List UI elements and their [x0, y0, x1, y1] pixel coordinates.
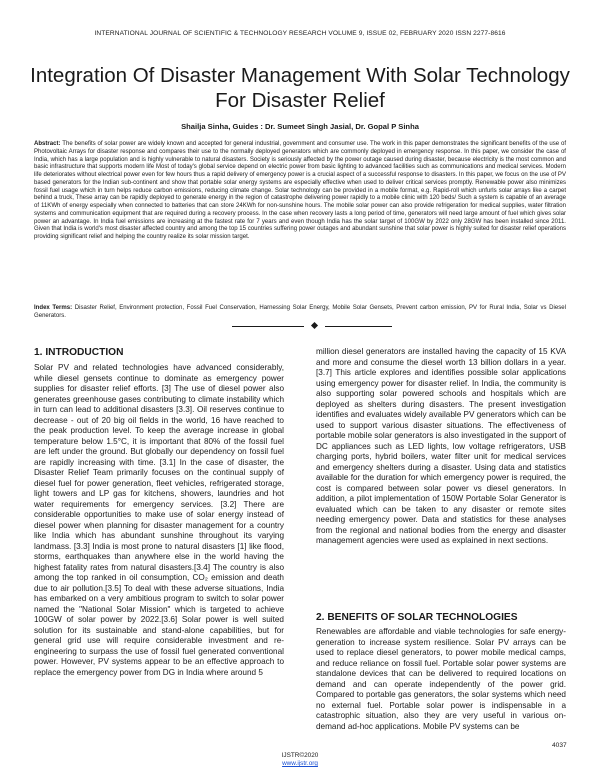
abstract-text: The benefits of solar power are widely known and accepted for general industrial, government and consumer use. The work in this paper demonstrates the significant benefits of the use of Photovoltaic Arrays for disaster response and compares their use to the normally deployed generators which are commonly deployed in emergency response. In this paper, we consider the case of India, which has a large population and is highly vulnerable to natural disasters. Society is seriously affected by the power outage caused during disaster, because electricity is the most common and basic infrastructure that supports modern life Most of today's global service depend on electric power from basic lighting to advanced facilities such as communications and medical services. Modern life deteriorates without electrical power even for few hours thus a rapid delivery of emergency power is a crucial aspect of a successful response to disasters. In this paper, we focus on the use of PV based generators for the Indian sub-continent and show that portable solar energy systems are especially effective when used to deliver critical services promptly. Renewable power also minimizes fossil fuel usage which in turn helps reduce carbon emissions, reducing climate change. Solar technology can be provided in a mobile format, e.g. Rapid-roll which unfurls solar arrays like a carpet behind a truck, These array can be rapidly deployed to generate energy in the region of catastrophe delivering power rapidly to a mobile clinic with 120 beds/ Such a system is capable of an average of 11KWh of energy especially when connected to batteries that can store 24KWh for non-sunshine hours. The mobile solar power can also provide refrigeration for medical supplies, water filtration systems and communication equipment that are required during a recovery process. In the case when recovery lasts a long period of time, generators will need large amount of fuel which gives solar power an advantage. In India fuel emissions are increasing at the fastest rate for 7 years and even though India has the solar target of 100GW by 2022 only 28GW has been installed since 2011. Given that India is world's most disaster affected country and among the top 15 countries suffering power outages and abundant sunshine that solar power is highly suited for disaster relief operations providing significant relief and helping the country realize its solar mission target.	[34, 141, 566, 240]
footer-website-link[interactable]: www.ijstr.org	[282, 760, 318, 767]
abstract-label: Abstract:	[34, 141, 61, 147]
paper-title: Integration Of Disaster Management With Solar Technology For Disaster Relief	[30, 64, 570, 112]
section-divider	[232, 322, 392, 330]
section-heading-introduction: 1. INTRODUCTION	[34, 347, 124, 358]
page-footer	[0, 752, 600, 768]
introduction-text-left: Solar PV and related technologies have advanced considerably, while diesel gensets continue to dominate as emergency power supplies for disaster relief efforts. [3] The use of diesel power also generates greenhouse gases contributing to climate instability which in turn can lead to additional disasters [3.3]. Oil reserves continue to decrease - out of 20 big oil fields in the world, 16 have reached to the peak production level. To keep the average increase in global temperature below 1.5°C, it is important that 80% of the fossil fuel are left under the ground. But globally our dependency on fossil fuel are rapidly increasing with time. [3.1] In the case of disaster, the Disaster Relief Team primarily focuses on the continual supply of diesel fuel for power generation, fleet vehicles, refrigerated storage, light towers and LP gas for kitchens, showers, laundries and hot water requirements for emergency services. [3.2] There are considerable opportunities to make use of solar energy instead of diesel power when planning for disaster management for a country like India which has abundant sunshine throughout its varying landmass. [3.3] India is most prone to natural disasters [1] like flood, storms, earthquakes than anywhere else in the world having the highest fatality rates from natural disasters.[3.4] The country is also among the top ranked in oil consumption, CO₂ emission and death due to air pollution.[3.5] To deal with these adverse situations, India has embarked on a very ambitious program to switch to solar power named the "National Solar Mission" which is targeted to achieve 100GW of solar power by 2022.[3.6] Solar power is well suited solution for its sustainable and stand-alone capabilities, but for general grid use will require considerable investment and re-engineering to surpass the use of fossil fuel generated conventional power. However, PV systems appear to be an effective approach to replace the emergency power from DG in India where around 5	[34, 363, 284, 677]
abstract	[34, 141, 566, 242]
introduction-text-right: million diesel generators are installed having the capacity of 15 KVA and more and consume the diesel worth 13 billion dollars in a year. [3.7] This article explores and identifies possible solar applications using emergency power for disaster relief. In India, the community is also supporting solar powered schools and hospitals which are deployed as shelters during disasters. The present investigation identifies and evaluates widely available PV generators which can be used to support various disaster situations. The effectiveness of portable mobile solar generators is also investigated in the support of DC appliances such as LED lights, low voltage refrigerators, USB charging ports, hybrid boilers, water filter unit for medical services and emergency shelters during a disaster. Using data and statistics available for the duration for which emergency power is required, the cost is compared between solar power vs diesel generators. In addition, a pilot implementation of 150W Portable Solar Generator is evaluated which can be taken to any disaster or remote sites needing emergency power. Data and statistics for these analyses from the regional and national bodies from the energy and disaster management agencies were used as explained in next sections.	[316, 347, 566, 545]
benefits-text: Renewables are affordable and viable technologies for safe energy-generation to increase system resilience. Solar PV arrays can be used to replace diesel generators, to power mobile medical camps, and reduce reliance on fossil fuel. Portable solar power systems are standalone devices that can be delivered to required locations on demand and can operate independently of the power grid. Compared to portable gas generators, the solar systems which need no external fuel. Portable solar power is indispensable in a catastrophic situation, also they are very useful in various on-demand ad-hoc applications. Mobile PV systems can be	[316, 627, 566, 731]
index-terms	[34, 305, 566, 321]
divider-line-left	[232, 326, 304, 327]
footer-copyright: IJSTR©2020	[281, 752, 319, 759]
journal-header: INTERNATIONAL JOURNAL OF SCIENTIFIC & TECHNOLOGY RESEARCH VOLUME 9, ISSUE 02, FEBRUARY 2020 ISSN 2277-8616	[94, 30, 506, 37]
index-terms-text: Disaster Relief, Environment protection, Fossil Fuel Conservation, Harnessing Solar Energy, Mobile Solar Gensets, Prevent carbon emission, PV for Rural India, Solar vs Diesel Generators.	[34, 305, 566, 319]
index-terms-label: Index Terms:	[34, 305, 73, 311]
section-heading-benefits: 2. BENEFITS OF SOLAR TECHNOLOGIES	[316, 612, 518, 623]
divider-diamond-icon	[311, 322, 318, 329]
page-number: 4037	[552, 742, 567, 749]
divider-line-right	[325, 326, 392, 327]
author-list: Shailja Sinha, Guides : Dr. Sumeet Singh Jasial, Dr. Gopal P Sinha	[181, 122, 419, 131]
